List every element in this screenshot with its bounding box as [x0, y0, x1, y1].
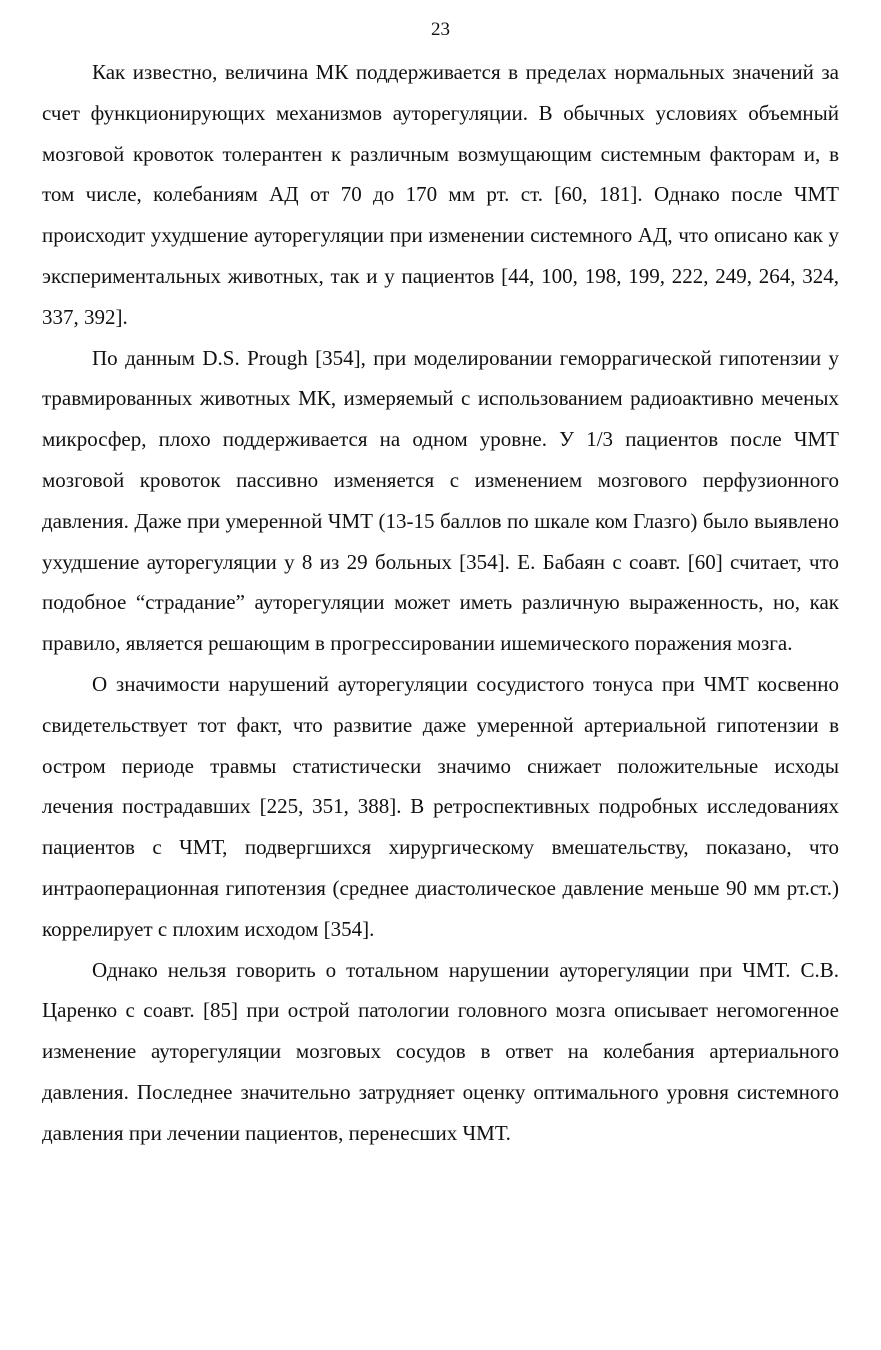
paragraph-autoregulation-intro: Как известно, величина МК поддерживается в пределах нормальных значений за счет функционирующих механизмов ауторегуляции. В обычных условиях объемный мозговой кровоток толерантен к различным возмущающим системным факторам и, в том числе, колебаниям АД от 70 до 170 мм рт. ст. [60, 181]. Однако после ЧМТ происходит ухудшение ауторегуляции при изменении системного АД, что описано как у экспериментальных животных, так и у пациентов [44, 100, 198, 199, 222, 249, 264, 324, 337, 392].: [42, 60, 839, 329]
page-number: 23: [431, 19, 450, 40]
paragraph-heterogeneous-autoregulation: Однако нельзя говорить о тотальном нарушении ауторегуляции при ЧМТ. С.В. Царенко с соавт. [85] при острой патологии головного мозга описывает негомогенное изменение ауторегуляции мозговых сосудов в ответ на колебания артериального давления. Последнее значительно затрудняет оценку оптимального уровня системного давления при лечении пациентов, перенесших ЧМТ.: [42, 957, 839, 1145]
paragraph-prough-data: По данным D.S. Prough [354], при моделировании геморрагической гипотензии у травмированных животных МК, измеряемый с использованием радиоактивно меченых микросфер, плохо поддерживается на одном уровне. У 1/3 пациентов после ЧМТ мозговой кровоток пассивно изменяется с изменением мозгового перфузионного давления. Даже при умеренной ЧМТ (13-15 баллов по шкале ком Глазго) было выявлено ухудшение ауторегуляции у 8 из 29 больных [354]. Е. Бабаян с соавт. [60] считает, что подобное “страдание” ауторегуляции может иметь различную выраженность, но, как правило, является решающим в прогрессировании ишемического поражения мозга.: [42, 345, 839, 656]
paragraph-hypotension-significance: О значимости нарушений ауторегуляции сосудистого тонуса при ЧМТ косвенно свидетельствует тот факт, что развитие даже умеренной артериальной гипотензии в остром периоде травмы статистически значимо снижает положительные исходы лечения пострадавших [225, 351, 388]. В ретроспективных подробных исследованиях пациентов с ЧМТ, подвергшихся хирургическому вмешательству, показано, что интраоперационная гипотензия (среднее диастолическое давление меньше 90 мм рт.ст.) коррелирует с плохим исходом [354].: [42, 671, 839, 941]
body-text: [42, 52, 839, 1154]
